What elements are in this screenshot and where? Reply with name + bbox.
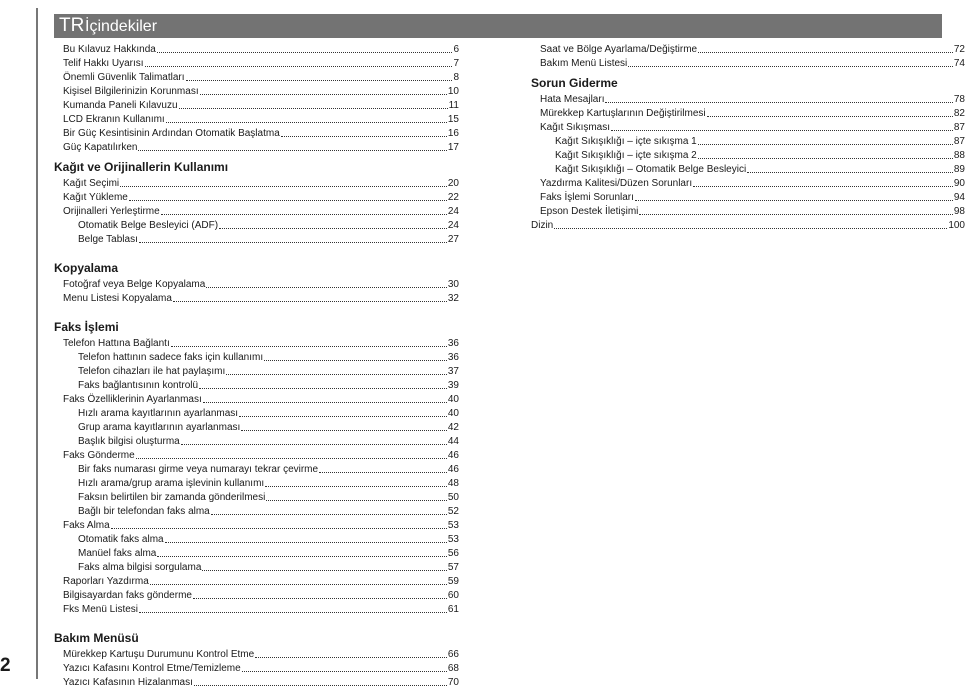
- toc-list-left: [54, 42, 459, 689]
- toc-entry[interactable]: [54, 462, 459, 476]
- dot-leader: [186, 80, 453, 81]
- toc-entry[interactable]: [54, 190, 459, 204]
- section-heading: Faks İşlemi: [54, 320, 119, 334]
- toc-entry-page: 36: [447, 352, 459, 363]
- toc-entry[interactable]: [54, 448, 459, 462]
- toc-entry-label: Faks İşlemi Sorunları: [540, 192, 634, 203]
- toc-entry-page: 57: [447, 562, 459, 573]
- toc-entry-label: Kağıt Sıkışıklığı – Otomatik Belge Besleyici: [555, 164, 747, 175]
- toc-entry[interactable]: [54, 661, 459, 675]
- toc-entry-label: Bağlı bir telefondan faks alma: [78, 506, 210, 517]
- toc-entry[interactable]: [54, 420, 459, 434]
- toc-entry-label: Otomatik Belge Besleyici (ADF): [78, 220, 219, 231]
- toc-entry[interactable]: [54, 476, 459, 490]
- dot-leader: [202, 570, 446, 571]
- toc-entry-label: Grup arama kayıtlarının ayarlanması: [78, 422, 241, 433]
- dot-leader: [264, 360, 447, 361]
- toc-entry-label: Bir faks numarası girme veya numarayı tekrar çevirme: [78, 464, 319, 475]
- dot-leader: [129, 200, 447, 201]
- toc-entry-label: Bir Güç Kesintisinin Ardından Otomatik Başlatma: [63, 128, 280, 139]
- section-gap: [54, 246, 459, 255]
- toc-entry-page: 52: [447, 506, 459, 517]
- toc-entry-page: 60: [447, 590, 459, 601]
- toc-entry-label: Faks alma bilgisi sorgulama: [78, 562, 202, 573]
- toc-entry-label: Menu Listesi Kopyalama: [63, 293, 172, 304]
- margin-rule: [36, 8, 38, 679]
- toc-entry-label: Hata Mesajları: [540, 94, 605, 105]
- dot-leader: [171, 346, 447, 347]
- toc-entry-label: Telefon cihazları ile hat paylaşımı: [78, 366, 226, 377]
- toc-entry-page: 40: [447, 394, 459, 405]
- dot-leader: [194, 685, 447, 686]
- dot-leader: [111, 528, 447, 529]
- toc-entry[interactable]: [531, 148, 965, 162]
- toc-entry-label: Bu Kılavuz Hakkında: [63, 44, 156, 55]
- toc-entry-page: 88: [953, 150, 965, 161]
- toc-entry-page: 56: [447, 548, 459, 559]
- dot-leader: [554, 228, 947, 229]
- toc-entry[interactable]: [54, 406, 459, 420]
- toc-entry-page: 46: [447, 464, 459, 475]
- toc-entry-page: 10: [447, 86, 459, 97]
- toc-entry[interactable]: [54, 84, 459, 98]
- toc-entry-label: Fks Menü Listesi: [63, 604, 139, 615]
- toc-entry[interactable]: [531, 190, 965, 204]
- toc-entry[interactable]: [54, 70, 459, 84]
- dot-leader: [639, 214, 953, 215]
- toc-entry-page: 66: [447, 649, 459, 660]
- toc-entry-label: Faks Alma: [63, 520, 110, 531]
- dot-leader: [281, 136, 447, 137]
- section-heading: Bakım Menüsü: [54, 631, 139, 645]
- toc-entry[interactable]: [54, 560, 459, 574]
- toc-entry[interactable]: [54, 546, 459, 560]
- toc-entry[interactable]: [54, 42, 459, 56]
- toc-entry[interactable]: [54, 675, 459, 689]
- toc-entry-page: 68: [447, 663, 459, 674]
- toc-entry-label: Telefon Hattına Bağlantı: [63, 338, 170, 349]
- toc-entry-label: LCD Ekranın Kullanımı: [63, 114, 165, 125]
- page-number: 2: [0, 655, 11, 676]
- toc-entry-label: Yazdırma Kalitesi/Düzen Sorunları: [540, 178, 693, 189]
- toc-entry-label: Kağıt Sıkışıklığı – içte sıkışma 2: [555, 150, 697, 161]
- toc-entry[interactable]: [531, 92, 965, 106]
- dot-leader: [266, 500, 447, 501]
- dot-leader: [181, 444, 447, 445]
- dot-leader: [199, 388, 447, 389]
- toc-entry-label: Yazıcı Kafasını Kontrol Etme/Temizleme: [63, 663, 241, 674]
- toc-entry-page: 94: [953, 192, 965, 203]
- dot-leader: [219, 228, 447, 229]
- toc-entry[interactable]: [54, 98, 459, 112]
- toc-entry[interactable]: [531, 42, 965, 56]
- dot-leader: [173, 301, 447, 302]
- dot-leader: [605, 102, 952, 103]
- toc-entry-page: 70: [447, 677, 459, 688]
- dot-leader: [239, 416, 447, 417]
- dot-leader: [707, 116, 953, 117]
- toc-entry-label: Kişisel Bilgilerinizin Korunması: [63, 86, 199, 97]
- toc-entry-label: Saat ve Bölge Ayarlama/Değiştirme: [540, 44, 698, 55]
- toc-entry-page: 87: [953, 122, 965, 133]
- toc-entry[interactable]: [54, 126, 459, 140]
- toc-entry-page: 46: [447, 450, 459, 461]
- toc-entry-page: 37: [447, 366, 459, 377]
- dot-leader: [611, 130, 953, 131]
- section-gap: [54, 616, 459, 625]
- toc-entry[interactable]: [531, 162, 965, 176]
- toc-entry[interactable]: [54, 378, 459, 392]
- toc-entry-label: Telefon hattının sadece faks için kullanımı: [78, 352, 264, 363]
- page-title: İçindekiler: [85, 18, 158, 35]
- toc-entry[interactable]: [54, 504, 459, 518]
- toc-entry-label: Bilgisayardan faks gönderme: [63, 590, 192, 601]
- language-code: TR: [59, 15, 85, 36]
- dot-leader: [150, 584, 447, 585]
- toc-entry-page: 98: [953, 206, 965, 217]
- dot-leader: [139, 612, 447, 613]
- toc-entry-label: Epson Destek İletişimi: [540, 206, 639, 217]
- toc-entry-page: 50: [447, 492, 459, 503]
- section-heading: Kopyalama: [54, 261, 119, 275]
- toc-list-right: [531, 42, 965, 232]
- dot-leader: [698, 144, 953, 145]
- toc-entry[interactable]: [531, 218, 965, 232]
- dot-leader: [193, 598, 447, 599]
- dot-leader: [157, 556, 447, 557]
- dot-leader: [635, 200, 953, 201]
- dot-leader: [747, 172, 953, 173]
- dot-leader: [145, 66, 453, 67]
- toc-entry[interactable]: [54, 176, 459, 190]
- toc-entry[interactable]: [54, 364, 459, 378]
- toc-column-right: [531, 42, 965, 232]
- toc-entry-page: 11: [448, 100, 459, 111]
- toc-entry-label: Kağıt Sıkışması: [540, 122, 611, 133]
- dot-leader: [698, 158, 953, 159]
- toc-entry[interactable]: [54, 647, 459, 661]
- section-heading: Sorun Giderme: [531, 76, 618, 90]
- toc-entry-page: 6: [453, 44, 459, 55]
- toc-entry-page: 36: [447, 338, 459, 349]
- toc-entry[interactable]: [54, 336, 459, 350]
- toc-entry-page: 7: [453, 58, 459, 69]
- toc-entry[interactable]: [531, 176, 965, 190]
- toc-entry-label: Mürekkep Kartuşlarının Değiştirilmesi: [540, 108, 706, 119]
- dot-leader: [206, 287, 447, 288]
- toc-entry-page: 24: [447, 206, 459, 217]
- toc-entry-label: Raporları Yazdırma: [63, 576, 149, 587]
- toc-column-left: [54, 42, 459, 689]
- toc-entry[interactable]: [54, 204, 459, 218]
- toc-entry-page: 20: [447, 178, 459, 189]
- toc-entry-page: 30: [447, 279, 459, 290]
- toc-entry-page: 48: [447, 478, 459, 489]
- dot-leader: [161, 214, 447, 215]
- toc-entry[interactable]: [54, 140, 459, 154]
- toc-entry-page: 59: [447, 576, 459, 587]
- dot-leader: [211, 514, 447, 515]
- toc-entry[interactable]: [531, 204, 965, 218]
- toc-entry-label: Faks Özelliklerinin Ayarlanması: [63, 394, 202, 405]
- toc-entry-label: Kağıt Seçimi: [63, 178, 120, 189]
- toc-entry-label: Bakım Menü Listesi: [540, 58, 628, 69]
- toc-entry-page: 15: [447, 114, 459, 125]
- toc-entry[interactable]: [531, 134, 965, 148]
- toc-entry[interactable]: [54, 588, 459, 602]
- toc-entry-page: 72: [953, 44, 965, 55]
- toc-entry[interactable]: [54, 392, 459, 406]
- toc-entry-label: Kumanda Paneli Kılavuzu: [63, 100, 178, 111]
- dot-leader: [136, 458, 447, 459]
- dot-leader: [693, 186, 953, 187]
- dot-leader: [200, 94, 447, 95]
- toc-entry-page: 53: [447, 534, 459, 545]
- toc-entry-label: Manüel faks alma: [78, 548, 157, 559]
- toc-entry-label: Kağıt Yükleme: [63, 192, 128, 203]
- toc-header-bar: [54, 14, 942, 38]
- toc-entry-label: Faksın belirtilen bir zamanda gönderilmesi: [78, 492, 266, 503]
- toc-entry[interactable]: [54, 291, 459, 305]
- dot-leader: [165, 542, 447, 543]
- toc-entry[interactable]: [531, 106, 965, 120]
- toc-entry-page: 90: [953, 178, 965, 189]
- toc-entry-label: Telif Hakkı Uyarısı: [63, 58, 144, 69]
- dot-leader: [120, 186, 447, 187]
- dot-leader: [242, 671, 447, 672]
- toc-entry[interactable]: [54, 218, 459, 232]
- toc-entry-page: 16: [447, 128, 459, 139]
- toc-entry-label: Faks Gönderme: [63, 450, 135, 461]
- toc-entry[interactable]: [531, 120, 965, 134]
- toc-entry-page: 53: [447, 520, 459, 531]
- toc-entry[interactable]: [54, 574, 459, 588]
- toc-entry-label: Belge Tablası: [78, 234, 138, 245]
- toc-entry-page: 100: [948, 220, 965, 231]
- toc-entry[interactable]: [54, 350, 459, 364]
- toc-entry-label: Mürekkep Kartuşu Durumunu Kontrol Etme: [63, 649, 255, 660]
- toc-entry-label: Fotoğraf veya Belge Kopyalama: [63, 279, 206, 290]
- dot-leader: [139, 242, 447, 243]
- toc-entry-page: 24: [447, 220, 459, 231]
- toc-entry[interactable]: [54, 277, 459, 291]
- toc-entry-label: Önemli Güvenlik Talimatları: [63, 72, 185, 83]
- toc-entry[interactable]: [54, 532, 459, 546]
- section-heading: Kağıt ve Orijinallerin Kullanımı: [54, 160, 229, 174]
- dot-leader: [628, 66, 953, 67]
- toc-entry[interactable]: [54, 112, 459, 126]
- toc-entry-label: Orijinalleri Yerleştirme: [63, 206, 160, 217]
- toc-entry-page: 17: [447, 142, 459, 153]
- toc-entry-label: Hızlı arama/grup arama işlevinin kullanımı: [78, 478, 265, 489]
- toc-entry-label: Otomatik faks alma: [78, 534, 164, 545]
- dot-leader: [157, 52, 453, 53]
- dot-leader: [203, 402, 447, 403]
- toc-entry-page: 87: [953, 136, 965, 147]
- dot-leader: [138, 150, 446, 151]
- toc-entry-page: 74: [953, 58, 965, 69]
- toc-entry-label: Dizin: [531, 220, 554, 231]
- toc-entry-page: 40: [447, 408, 459, 419]
- toc-entry-page: 39: [447, 380, 459, 391]
- toc-entry[interactable]: [531, 56, 965, 70]
- toc-entry-page: 22: [447, 192, 459, 203]
- dot-leader: [179, 108, 448, 109]
- toc-entry[interactable]: [54, 602, 459, 616]
- toc-entry-label: Yazıcı Kafasının Hizalanması: [63, 677, 193, 688]
- toc-entry-label: Başlık bilgisi oluşturma: [78, 436, 180, 447]
- dot-leader: [241, 430, 447, 431]
- dot-leader: [319, 472, 447, 473]
- toc-entry[interactable]: [54, 56, 459, 70]
- dot-leader: [265, 486, 447, 487]
- dot-leader: [698, 52, 953, 53]
- toc-entry-label: Güç Kapatılırken: [63, 142, 138, 153]
- section-gap: [54, 305, 459, 314]
- toc-entry-page: 44: [447, 436, 459, 447]
- toc-entry-label: Kağıt Sıkışıklığı – içte sıkışma 1: [555, 136, 697, 147]
- toc-entry[interactable]: [54, 518, 459, 532]
- toc-entry-page: 78: [953, 94, 965, 105]
- toc-entry-page: 42: [447, 422, 459, 433]
- dot-leader: [255, 657, 447, 658]
- toc-entry-page: 32: [447, 293, 459, 304]
- dot-leader: [226, 374, 447, 375]
- toc-entry-label: Faks bağlantısının kontrolü: [78, 380, 199, 391]
- toc-entry-page: 8: [453, 72, 459, 83]
- dot-leader: [166, 122, 447, 123]
- toc-entry-page: 82: [953, 108, 965, 119]
- toc-entry-label: Hızlı arama kayıtlarının ayarlanması: [78, 408, 239, 419]
- toc-entry-page: 61: [447, 604, 459, 615]
- toc-entry-page: 27: [447, 234, 459, 245]
- toc-entry[interactable]: [54, 232, 459, 246]
- toc-entry-page: 89: [953, 164, 965, 175]
- toc-entry[interactable]: [54, 490, 459, 504]
- toc-entry[interactable]: [54, 434, 459, 448]
